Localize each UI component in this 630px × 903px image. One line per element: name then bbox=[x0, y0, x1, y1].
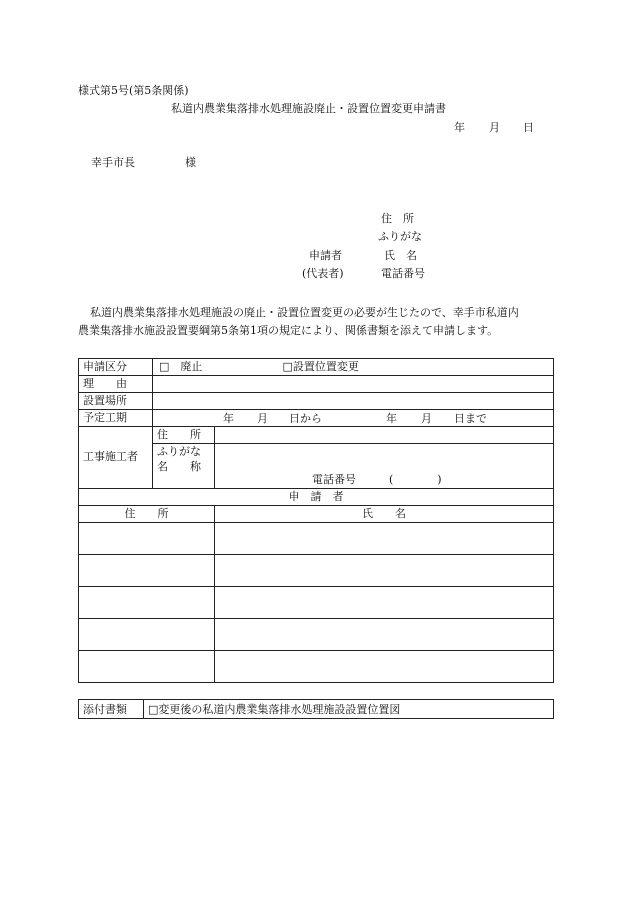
contractor-address-label-text: 住 所 bbox=[157, 427, 201, 441]
applicant-name-cell[interactable] bbox=[215, 619, 554, 651]
applicant-name-cell[interactable] bbox=[215, 651, 554, 683]
representative-label: (代表者) bbox=[302, 267, 344, 280]
applicant-name-cell[interactable] bbox=[215, 587, 554, 619]
attachments-label: 添付書類 bbox=[79, 700, 144, 719]
contractor-address-row bbox=[79, 427, 554, 444]
contractor-address-label bbox=[153, 427, 215, 444]
addressee-name: 幸手市長 bbox=[91, 156, 135, 169]
contractor-phone: 電話番号 ( ) bbox=[312, 473, 442, 486]
period-from-year: 年 bbox=[223, 412, 234, 425]
applicant-name-label: 氏 名 bbox=[384, 249, 417, 262]
reason-label: 理 由 bbox=[79, 376, 153, 393]
applicants-header-row bbox=[79, 489, 554, 506]
attachment-checkbox-item[interactable]: □変更後の私道内農業集落排水処理施設設置位置図 bbox=[144, 700, 554, 719]
applicant-row bbox=[79, 587, 554, 619]
applicant-address-cell[interactable] bbox=[79, 651, 215, 683]
contractor-label: 工事施工者 bbox=[79, 427, 153, 489]
category-row bbox=[79, 359, 554, 376]
applicant-row bbox=[79, 619, 554, 651]
period-field[interactable] bbox=[153, 410, 554, 427]
reason-field[interactable] bbox=[153, 376, 554, 393]
option-abolish[interactable]: □ 廃止 bbox=[159, 359, 203, 373]
applicant-name-cell[interactable] bbox=[215, 523, 554, 555]
date-day: 日 bbox=[523, 121, 534, 134]
column-name: 氏 名 bbox=[215, 506, 554, 523]
site-row bbox=[79, 393, 554, 410]
contractor-name-label: 名 称 bbox=[157, 459, 201, 473]
contractor-name-field[interactable] bbox=[215, 444, 554, 489]
applicant-address-cell[interactable] bbox=[79, 587, 215, 619]
body-text-line-2: 農業集落排水施設設置要綱第5条第1項の規定により、関係書類を添えて申請します。 bbox=[78, 324, 499, 337]
applicant-address-cell[interactable] bbox=[79, 523, 215, 555]
form-title: 私道内農業集落排水処理施設廃止・設置位置変更申請書 bbox=[171, 102, 446, 115]
applicant-address-label: 住 所 bbox=[381, 212, 414, 225]
site-label: 設置場所 bbox=[79, 393, 153, 410]
period-to-day: 日まで bbox=[454, 412, 487, 425]
applicant-phone-label: 電話番号 bbox=[381, 267, 425, 280]
attachments-table bbox=[78, 699, 554, 719]
applicants-columns-row bbox=[79, 506, 554, 523]
period-label: 予定工期 bbox=[79, 410, 153, 427]
attachments-row bbox=[79, 700, 554, 719]
date-year: 年 bbox=[454, 121, 465, 134]
applicant-role-label: 申請者 bbox=[309, 249, 342, 262]
body-text-line-1: 私道内農業集落排水処理施設の廃止・設置位置変更の必要が生じたので、幸手市私道内 bbox=[90, 306, 519, 319]
date-month: 月 bbox=[489, 121, 500, 134]
contractor-name-labels bbox=[153, 444, 215, 489]
applicant-row bbox=[79, 555, 554, 587]
period-from-month: 月 bbox=[257, 412, 268, 425]
category-label: 申請区分 bbox=[79, 359, 153, 376]
reason-row bbox=[79, 376, 554, 393]
contractor-furigana-label: ふりがな bbox=[157, 445, 201, 458]
period-to-year: 年 bbox=[386, 412, 397, 425]
period-from-day: 日から bbox=[289, 412, 322, 425]
option-change-location[interactable]: □設置位置変更 bbox=[282, 359, 359, 373]
contractor-address-field[interactable] bbox=[215, 427, 554, 444]
site-field[interactable] bbox=[153, 393, 554, 410]
applicants-header: 申 請 者 bbox=[79, 489, 554, 506]
applicant-name-cell[interactable] bbox=[215, 555, 554, 587]
application-table bbox=[78, 358, 554, 683]
applicant-row bbox=[79, 651, 554, 683]
applicant-address-cell[interactable] bbox=[79, 555, 215, 587]
period-row bbox=[79, 410, 554, 427]
column-address: 住 所 bbox=[79, 506, 215, 523]
applicant-furigana-label: ふりがな bbox=[378, 230, 422, 243]
applicant-address-cell[interactable] bbox=[79, 619, 215, 651]
applicant-row bbox=[79, 523, 554, 555]
addressee-honorific: 様 bbox=[185, 156, 196, 169]
period-to-month: 月 bbox=[421, 412, 432, 425]
form-number: 様式第5号(第5条関係) bbox=[78, 84, 189, 97]
category-options bbox=[153, 359, 554, 376]
